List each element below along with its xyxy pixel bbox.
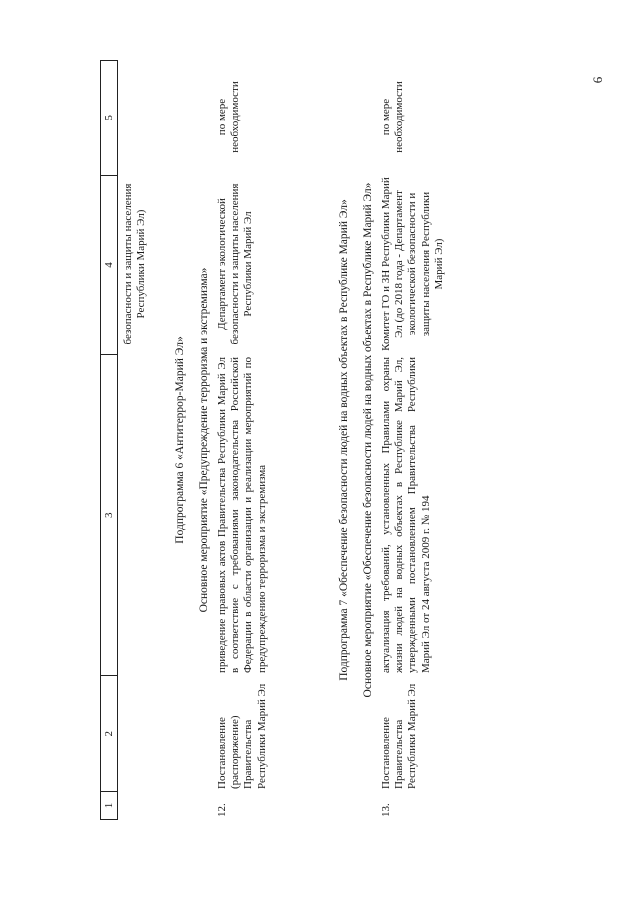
header-col-2: 2: [101, 675, 117, 791]
subprogram-7-title: Подпрограмма 7 «Обеспечение безопасности людей на водных объектах в Республике Марий Эл»: [338, 199, 350, 681]
row-document: Постановление (распоряжение) Правительства Республики Марий Эл: [216, 683, 268, 789]
row-deadline: по мере необходимости: [380, 81, 406, 153]
row-document: Постановление Правительства Республики Марий Эл: [380, 683, 419, 789]
row-number: 12.: [216, 803, 228, 817]
subprogram-6-title: Подпрограмма 6 «Антитеррор-Марий Эл»: [174, 336, 186, 544]
main-measure-6-title: Основное мероприятие «Предупреждение терроризма и экстремизма»: [198, 267, 210, 613]
header-col-3: 3: [101, 354, 117, 675]
table-row: [216, 60, 320, 820]
row-number: 13.: [380, 803, 392, 817]
row-content: актуализация требований, установленных Правилами охраны жизни людей на водных объектах в Республике Марий Эл, утвержденными постановлением Правительства Республики Марий Эл от 24 августа 2009 г. № 194: [380, 357, 432, 673]
rotated-page: [100, 60, 620, 820]
header-col-1: 1: [101, 791, 117, 819]
table-header-row: [100, 60, 118, 820]
row-content: приведение правовых актов Правительства Республики Марий Эл в соответствие с требованиями законодательства Российской Федерации в области организации и реализации мероприятий по предупреждению терроризма и экстремизма: [216, 357, 268, 673]
measures-table: [100, 60, 512, 820]
page-number: 6: [590, 76, 605, 84]
row-executor: Департамент экологической безопасности и защиты населения Республики Марий Эл: [216, 183, 255, 345]
row-executor: Комитет ГО и ЗН Республики Марий Эл (до 2018 года - Департамент экологической безопасности и защиты населения Республики Марий Эл): [380, 177, 445, 351]
table-row: [380, 60, 512, 820]
continuation-executor: безопасности и защиты населения Республики Марий Эл): [122, 183, 148, 345]
continuation-row: [118, 60, 158, 820]
row-deadline: по мере необходимости: [216, 81, 242, 153]
header-col-4: 4: [101, 175, 117, 355]
main-measure-7-title: Основное мероприятие «Обеспечение безопасности людей на водных объектах в Республике Марий Эл»: [362, 182, 374, 698]
header-col-5: 5: [103, 115, 115, 121]
